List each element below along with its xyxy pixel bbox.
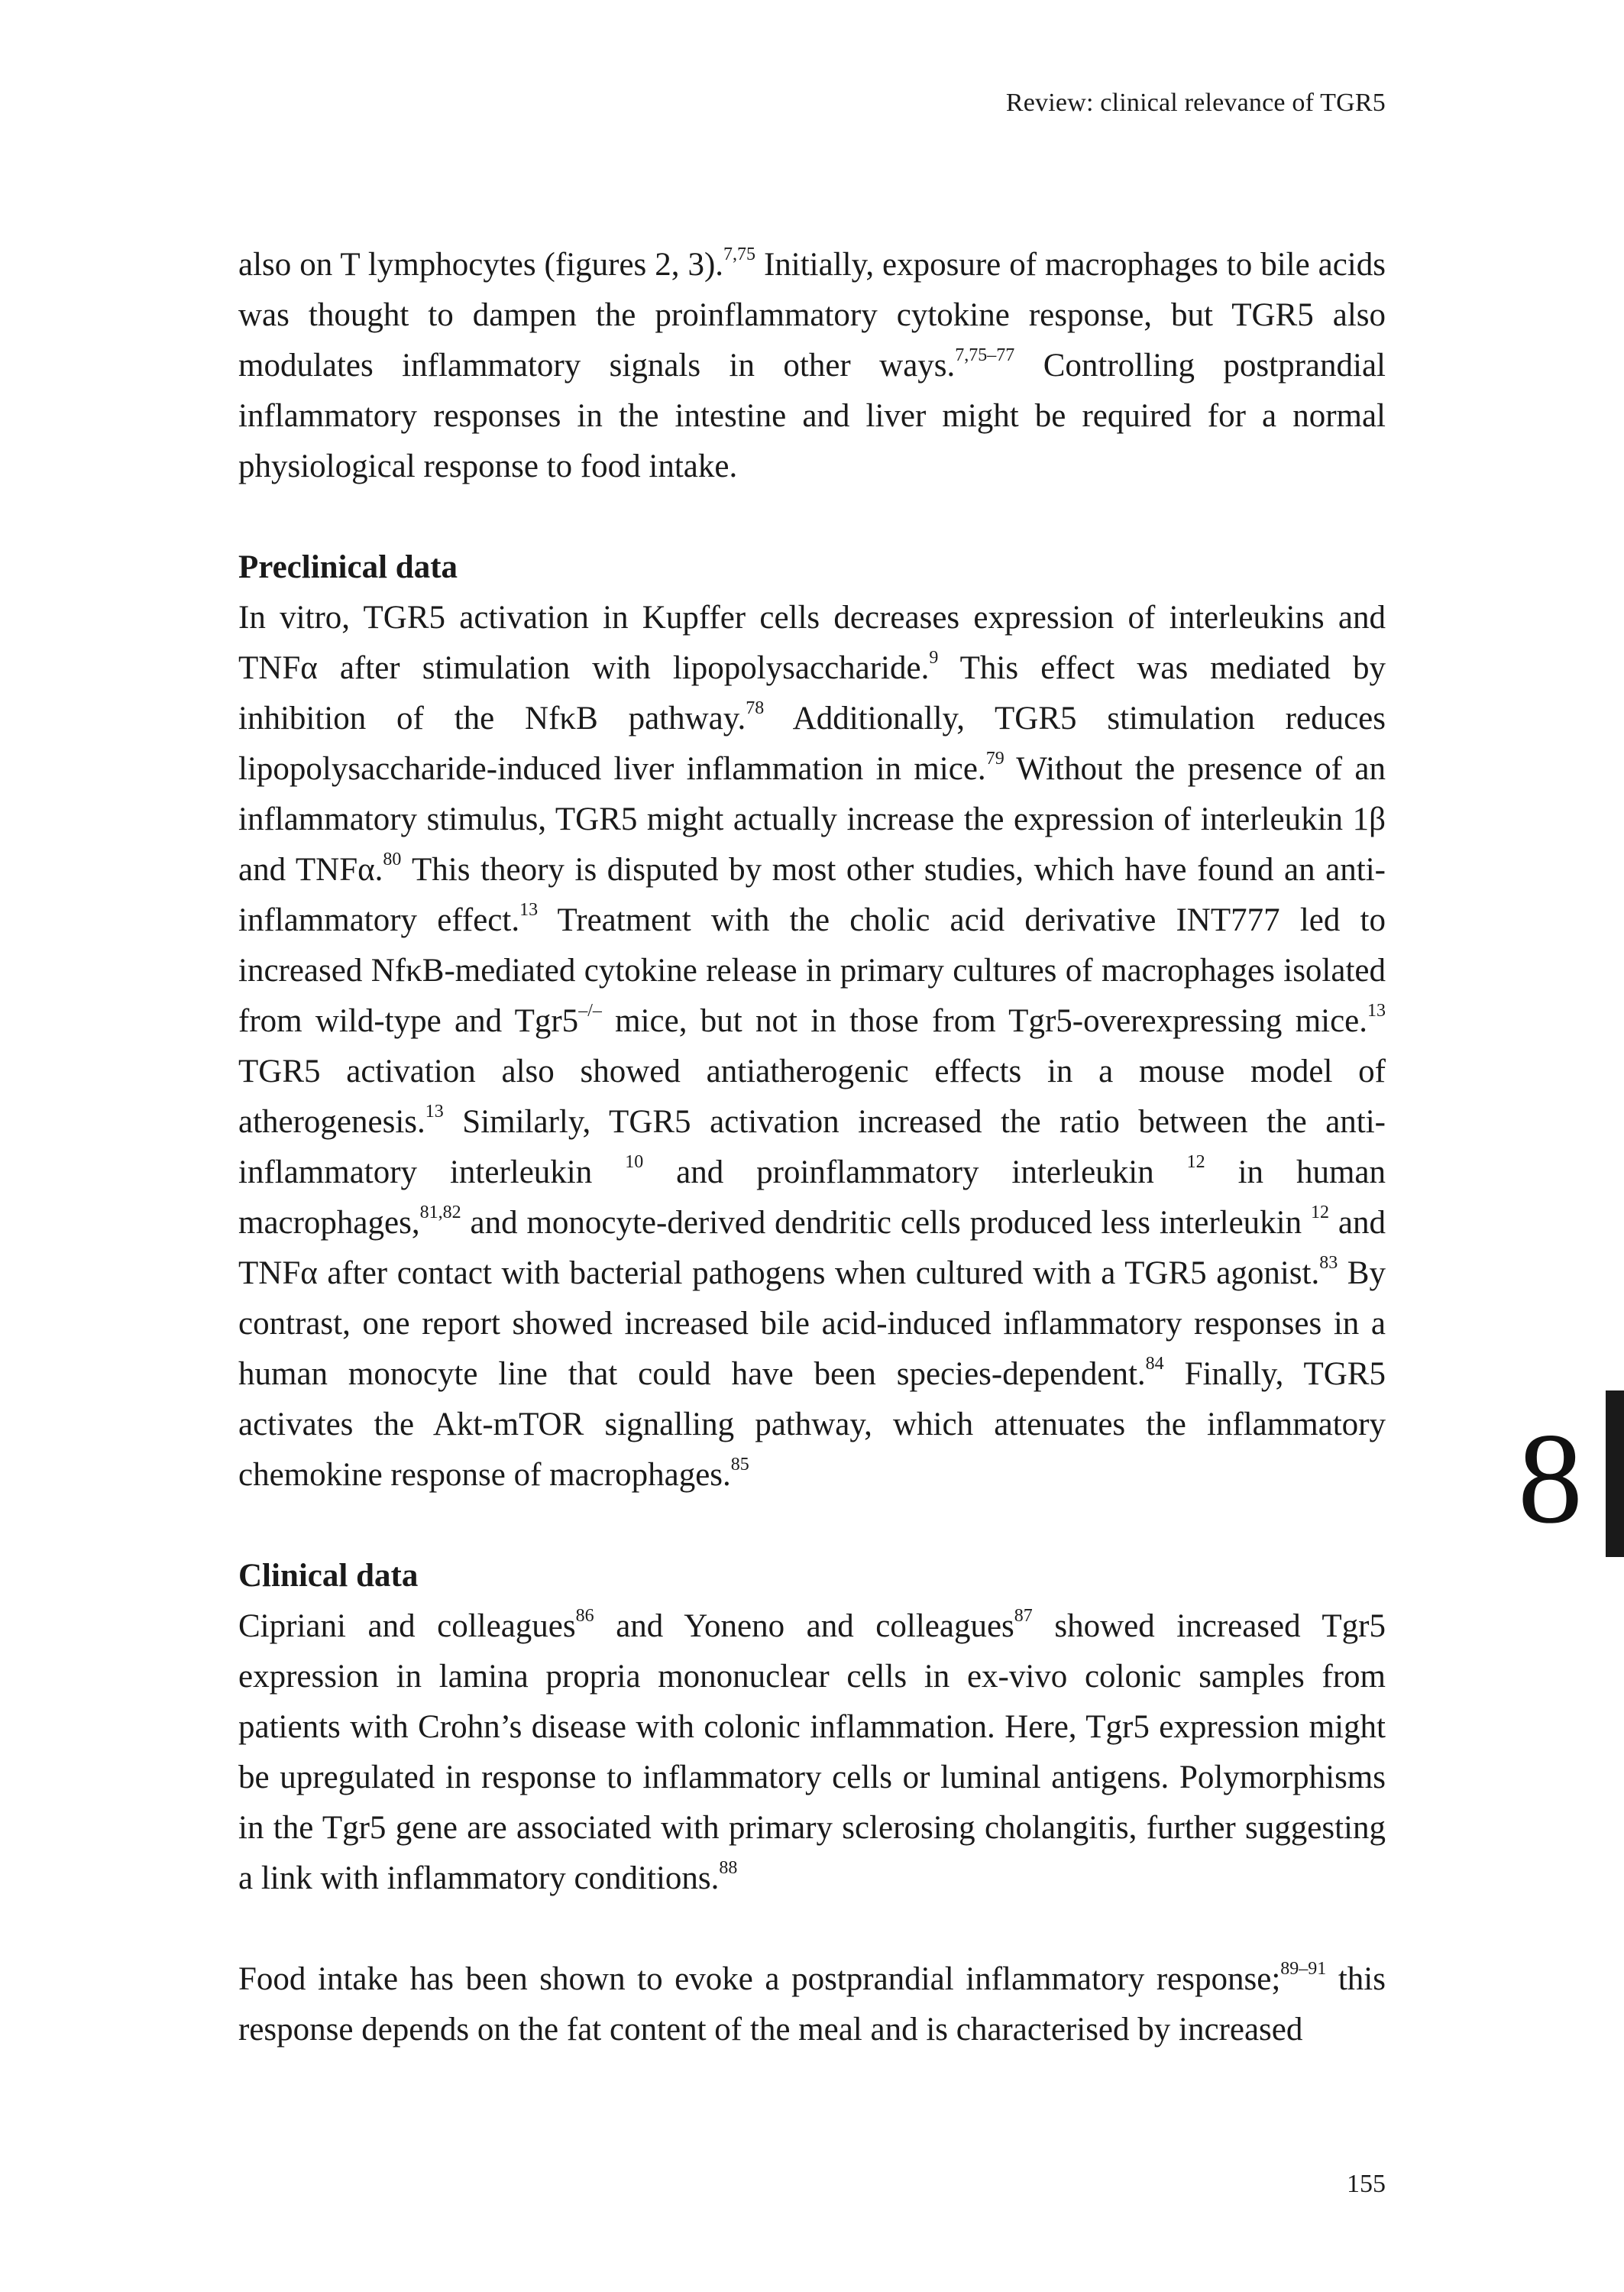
citation-ref: 80 <box>383 850 402 869</box>
citation-ref: 78 <box>746 698 765 718</box>
citation-ref: 13 <box>425 1102 444 1122</box>
citation-ref: 12 <box>1186 1152 1205 1172</box>
section-heading-clinical: Clinical data <box>238 1558 419 1594</box>
citation-ref: 85 <box>730 1455 749 1475</box>
citation-ref: 83 <box>1319 1253 1338 1273</box>
intro-paragraph: also on T lymphocytes (figures 2, 3).$^{7,75}$ Initially, exposure of macrophages to bile acids was thought to dampen the proinflammatory cytokine response, but TGR5 also modulates inflammatory signals in other ways.$^{7,75-77}$ Controlling postprandial inflammatory responses in the intestine and liver might be required for a normal physiological response to food intake. <box>238 244 1386 484</box>
citation-ref: 84 <box>1145 1354 1164 1374</box>
superscript-genotype: –/– <box>578 1001 602 1021</box>
citation-ref: 7,75–77 <box>955 345 1015 365</box>
citation-ref: 81,82 <box>419 1203 461 1222</box>
running-header: Review: clinical relevance of TGR5 <box>1005 89 1386 117</box>
citation-ref: 89–91 <box>1280 1959 1327 1979</box>
chapter-tab-marker <box>1606 1390 1624 1557</box>
citation-ref: 10 <box>625 1152 644 1172</box>
citation-ref: 86 <box>575 1606 594 1626</box>
chapter-number: 8 <box>1518 1407 1583 1550</box>
citation-ref: 12 <box>1311 1203 1330 1222</box>
citation-ref: 7,75 <box>723 244 756 264</box>
citation-ref: 87 <box>1014 1606 1033 1626</box>
citation-ref: 9 <box>929 648 939 668</box>
citation-ref: 13 <box>519 900 539 920</box>
article-body <box>238 240 1386 2055</box>
page-number: 155 <box>1347 2170 1386 2198</box>
section-heading-preclinical: Preclinical data <box>238 549 458 585</box>
citation-ref: 79 <box>985 749 1004 769</box>
preclinical-paragraph: In vitro, TGR5 activation in Kupffer cells decreases expression of interleukins and TNFα after stimulation with lipopolysaccharide.$^9$ This effect was mediated by inhibition of the NfκB pathway.$^{78}$ Additionally, TGR5 stimulation reduces lipopolysaccharide-induced liver inflammation in mice.$^{79}$ Without the presence of an inflammatory stimulus, TGR5 might actually increase the expression of interleukin 1β and TNFα.$^{80}$ This theory is disputed by most other studies, which have found an anti-inflammatory effect.$^{13}$ Treatment with the cholic acid derivative INT777 led to increased NfκB-mediated cytokine release in primary cultures of macrophages isolated from wild-type and Tgr5–/– mice, but not in those from Tgr5-overexpressing mice.$^{13}$ TGR5 activation also showed antiatherogenic effects in a mouse model of atherogenesis.$^{13}$ Similarly, TGR5 activation increased the ratio between the anti-inflammatory interleukin $^{10}$ and proinflammatory interleukin $^{12}$ in human macrophages,$^{81,82}$ and monocyte-derived dendritic cells produced less interleukin $^{12}$ and TNFα after contact with bacterial pathogens when cultured with a TGR5 agonist.$^{83}$ By contrast, one report showed increased bile acid-induced inflammatory responses in a human monocyte line that could have been species-dependent.$^{84}$ Finally, TGR5 activates the Akt-mTOR signalling pathway, which attenuates the inflammatory chemokine response of macrophages.$^{85}$ <box>238 600 1386 1493</box>
food-intake-paragraph: Food intake has been shown to evoke a postprandial inflammatory response;$^{89-91}$ this response depends on the fat content of the meal and is characterised by increased <box>238 1959 1386 2048</box>
citation-ref: 88 <box>719 1858 738 1878</box>
clinical-paragraph: Cipriani and colleagues$^{86}$ and Yoneno and colleagues$^{87}$ showed increased Tgr5 expression in lamina propria mononuclear cells in ex-vivo colonic samples from patients with Crohn’s disease with colonic inflammation. Here, Tgr5 expression might be upregulated in response to inflammatory cells or luminal antigens. Polymorphisms in the Tgr5 gene are associated with primary sclerosing cholangitis, further suggesting a link with inflammatory conditions.$^{88}$ <box>238 1606 1386 1896</box>
citation-ref: 13 <box>1367 1001 1386 1021</box>
